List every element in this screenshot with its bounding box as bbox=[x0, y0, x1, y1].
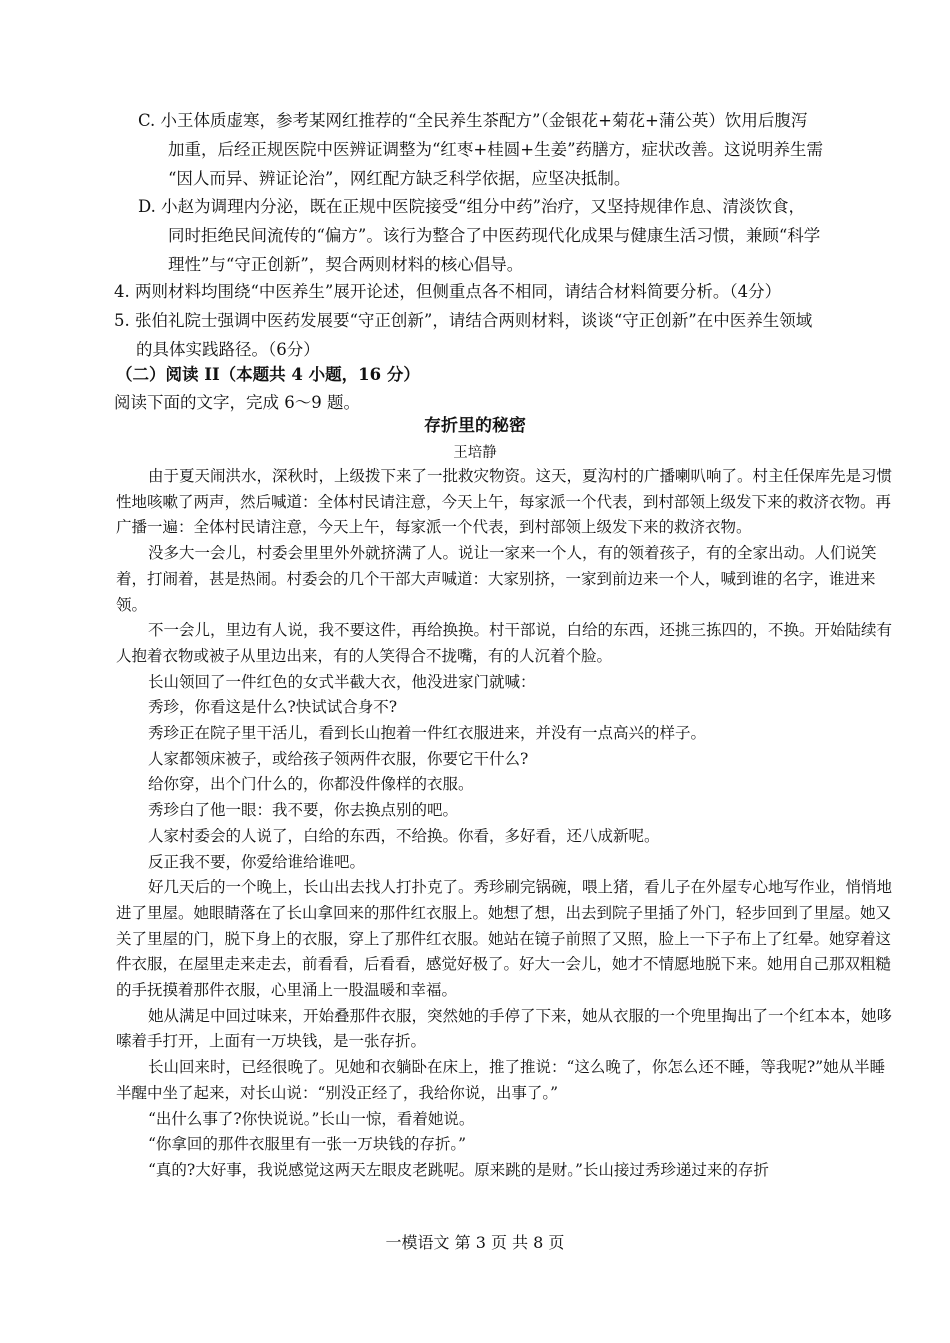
question-4 bbox=[114, 277, 898, 306]
story-paragraph: 给你穿，出个门什么的，你都没件像样的衣服。 bbox=[148, 775, 474, 794]
option-d bbox=[138, 192, 898, 279]
option-c-line-2: 加重，后经正规医院中医辨证调整为“红枣+桂圆+生姜”药膳方，症状改善。这说明养生需 bbox=[168, 140, 824, 159]
question-5-line-2: 的具体实践路径。（6分） bbox=[136, 340, 320, 359]
option-c-text: 小王体质虚寒，参考某网红推荐的“全民养生茶配方”（金银花+菊花+蒲公英）饮用后腹泻 bbox=[160, 111, 808, 130]
option-d-text: 小赵为调理内分泌，既在正规中医院接受“组分中药”治疗，又坚持规律作息、清淡饮食， bbox=[161, 197, 806, 216]
story-paragraph: 秀珍白了他一眼：我不要，你去换点别的吧。 bbox=[148, 801, 459, 820]
option-c-first-line bbox=[138, 106, 898, 135]
story-paragraph: “真的?大好事，我说感觉这两天左眼皮老跳呢。原来跳的是财。”长山接过秀珍递过来的存折 bbox=[148, 1160, 769, 1179]
option-c bbox=[138, 106, 898, 193]
story-author: 王培静 bbox=[453, 445, 497, 461]
story-paragraph: “你拿回的那件衣服里有一张一万块钱的存折。” bbox=[148, 1135, 467, 1154]
story-paragraph: 长山回来时，已经很晚了。见她和衣躺卧在床上，推了推说：“这么晚了，你怎么还不睡，等我呢?”她从半睡半醒中坐了起来，对长山说：“别没正经了，我给你说，出事了。” bbox=[116, 1058, 886, 1102]
option-d-first-line bbox=[138, 192, 898, 221]
question-5 bbox=[114, 306, 898, 364]
section-heading: （二）阅读 II（本题共 4 小题，16 分） bbox=[116, 365, 420, 384]
story-paragraph: “出什么事了?你快说说。”长山一惊，看着她说。 bbox=[148, 1109, 475, 1128]
reading-instructions: 阅读下面的文字，完成 6～9 题。 bbox=[114, 393, 360, 412]
story-paragraph: 长山领回了一件红色的女式半截大衣，他没进家门就喊： bbox=[148, 672, 536, 691]
option-c-line-3: “因人而异、辨证论治”，网红配方缺乏科学依据，应坚决抵制。 bbox=[168, 169, 631, 188]
story-paragraph: 秀珍正在院子里干活儿，看到长山抱着一件红衣服进来，并没有一点高兴的样子。 bbox=[148, 724, 707, 743]
story-paragraph: 人家村委会的人说了，白给的东西，不给换。你看，多好看，还八成新呢。 bbox=[148, 826, 660, 845]
story-paragraph: 秀珍，你看这是什么?快试试合身不? bbox=[148, 698, 398, 717]
story-paragraph: 人家都领床被子，或给孩子领两件衣服，你要它干什么? bbox=[148, 749, 529, 768]
question-4-text: 4. 两则材料均围绕“中医养生”展开论述，但侧重点各不相同，请结合材料简要分析。（4分） bbox=[114, 282, 782, 301]
story-title: 存折里的秘密 bbox=[424, 416, 526, 436]
option-d-line-3: 理性”与“守正创新”，契合两则材料的核心倡导。 bbox=[168, 255, 524, 274]
story-body bbox=[116, 464, 900, 1184]
story-paragraph: 由于夏天闹洪水，深秋时，上级拨下来了一批救灾物资。这天，夏沟村的广播喇叭响了。村主任保库先是习惯性地咳嗽了两声，然后喊道：全体村民请注意，今天上午，每家派一个代表，到村部领上级发下来的救济衣物。再广播一遍：全体村民请注意，今天上午，每家派一个代表，到村部领上级发下来的救济衣物。 bbox=[116, 467, 893, 537]
story-paragraph: 不一会儿，里边有人说，我不要这件，再给换换。村干部说，白给的东西，还挑三拣四的，不换。开始陆续有人抱着衣物或被子从里边出来，有的人笑得合不拢嘴，有的人沉着个脸。 bbox=[116, 621, 893, 665]
question-5-line-1: 5. 张伯礼院士强调中医药发展要“守正创新”，请结合两则材料，谈谈“守正创新”在中医养生领域 bbox=[114, 311, 813, 330]
story-paragraph: 反正我不要，你爱给谁给谁吧。 bbox=[148, 852, 366, 871]
option-d-line-2: 同时拒绝民间流传的“偏方”。该行为整合了中医药现代化成果与健康生活习惯，兼顾“科学 bbox=[168, 226, 821, 245]
page-footer: 一模语文 第 3 页 共 8 页 bbox=[385, 1233, 565, 1252]
option-c-letter: C. bbox=[138, 111, 156, 130]
story-paragraph: 没多大一会儿，村委会里里外外就挤满了人。说让一家来一个人，有的领着孩子，有的全家出动。人们说笑着，打闹着，甚是热闹。村委会的几个干部大声喊道：大家别挤，一家到前边来一个人，喊到谁的名字，谁进来领。 bbox=[116, 544, 877, 614]
story-paragraph: 好几天后的一个晚上，长山出去找人打扑克了。秀珍刷完锅碗，喂上猪，看儿子在外屋专心地写作业，悄悄地进了里屋。她眼睛落在了长山拿回来的那件红衣服上。她想了想，出去到院子里插了外门，轻步回到了里屋。她又关了里屋的门，脱下身上的衣服，穿上了那件红衣服。她站在镜子前照了又照，脸上一下子布上了红晕。她穿着这件衣服，在屋里走来走去，前看看，后看看，感觉好极了。好大一会儿，她才不情愿地脱下来。她用自己那双粗糙的手抚摸着那件衣服，心里涌上一股温暖和幸福。 bbox=[116, 878, 893, 1000]
option-d-letter: D. bbox=[138, 197, 156, 216]
story-paragraph: 她从满足中回过味来，开始叠那件衣服，突然她的手停了下来，她从衣服的一个兜里掏出了一个红本本，她哆嗦着手打开，上面有一万块钱，是一张存折。 bbox=[116, 1006, 893, 1051]
